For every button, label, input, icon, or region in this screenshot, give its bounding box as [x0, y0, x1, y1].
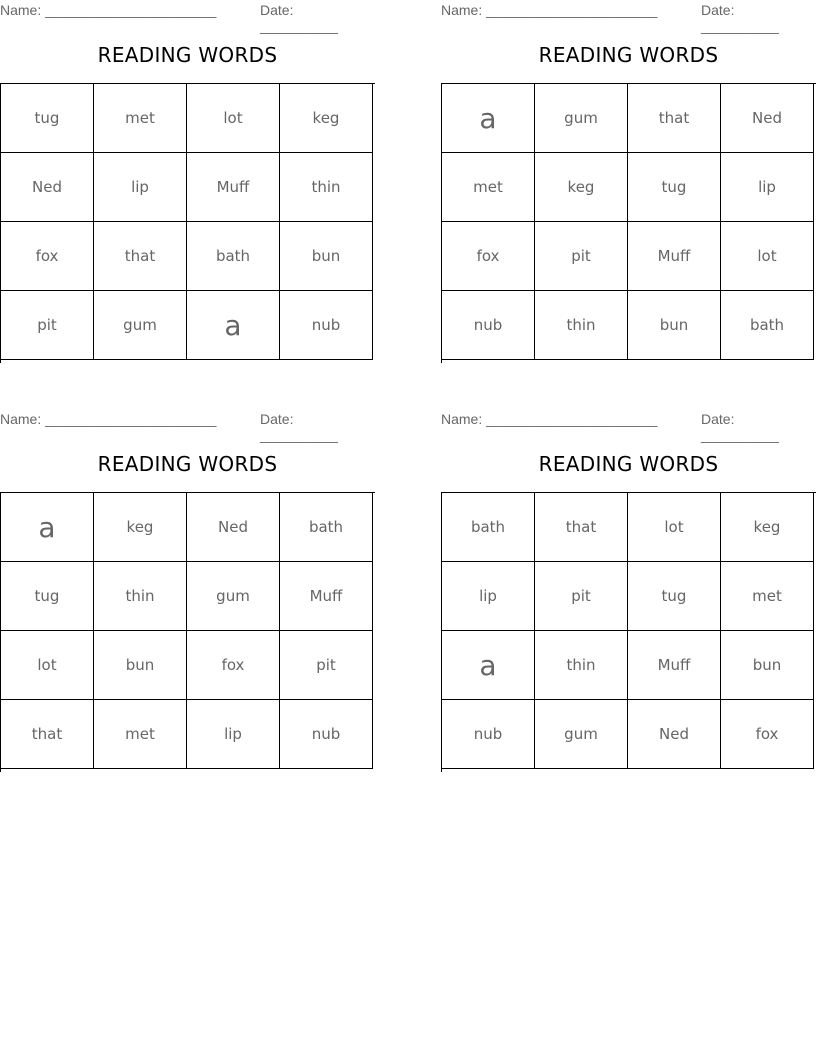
word-cell: gum [94, 291, 187, 360]
word-cell: pit [1, 291, 94, 360]
card-header [441, 411, 816, 443]
name-line: Name: ______________________ [441, 411, 658, 427]
word-cell: Muff [628, 631, 721, 700]
word-cell: Muff [187, 153, 280, 222]
word-cell: nub [280, 291, 373, 360]
word-cell: nub [442, 291, 535, 360]
word-cell: fox [1, 222, 94, 291]
word-cell: bun [280, 222, 373, 291]
word-cell: lip [442, 562, 535, 631]
name-line: Name: ______________________ [0, 2, 217, 18]
word-cell: lot [187, 84, 280, 153]
word-cell: gum [535, 700, 628, 769]
word-cell: lip [187, 700, 280, 769]
word-cell: thin [535, 631, 628, 700]
word-cell: that [535, 493, 628, 562]
word-cell: that [628, 84, 721, 153]
word-grid [441, 492, 816, 772]
word-cell: tug [628, 153, 721, 222]
bingo-card [441, 409, 816, 774]
word-grid [0, 83, 375, 363]
card-header [0, 411, 375, 443]
word-cell: thin [280, 153, 373, 222]
word-cell: pit [535, 562, 628, 631]
word-cell: met [721, 562, 814, 631]
word-cell: met [442, 153, 535, 222]
word-cell: keg [94, 493, 187, 562]
word-cell: keg [280, 84, 373, 153]
card-title: READING WORDS [538, 43, 719, 67]
word-cell: bath [442, 493, 535, 562]
word-cell: fox [442, 222, 535, 291]
name-line: Name: ______________________ [441, 2, 658, 18]
word-cell: a [1, 493, 94, 562]
word-cell: thin [535, 291, 628, 360]
word-cell: a [442, 631, 535, 700]
word-cell: lip [721, 153, 814, 222]
word-cell: gum [187, 562, 280, 631]
word-cell: fox [721, 700, 814, 769]
word-cell: bun [721, 631, 814, 700]
word-cell: Ned [187, 493, 280, 562]
word-grid [0, 492, 375, 772]
word-cell: a [187, 291, 280, 360]
date-line: Date: __________ [701, 411, 779, 443]
word-cell: Muff [280, 562, 373, 631]
word-cell: that [1, 700, 94, 769]
word-cell: keg [721, 493, 814, 562]
word-cell: tug [1, 562, 94, 631]
word-cell: bun [628, 291, 721, 360]
word-cell: Muff [628, 222, 721, 291]
word-cell: lot [1, 631, 94, 700]
bingo-card [441, 0, 816, 365]
word-cell: nub [280, 700, 373, 769]
word-cell: bath [721, 291, 814, 360]
card-header [441, 2, 816, 34]
word-cell: pit [280, 631, 373, 700]
date-line: Date: __________ [260, 2, 338, 34]
word-cell: bun [94, 631, 187, 700]
date-line: Date: __________ [701, 2, 779, 34]
word-cell: that [94, 222, 187, 291]
word-cell: Ned [721, 84, 814, 153]
word-cell: thin [94, 562, 187, 631]
word-cell: nub [442, 700, 535, 769]
word-cell: met [94, 84, 187, 153]
word-grid [441, 83, 816, 363]
word-cell: met [94, 700, 187, 769]
card-title: READING WORDS [538, 452, 719, 476]
card-title: READING WORDS [97, 43, 278, 67]
word-cell: lip [94, 153, 187, 222]
word-cell: bath [280, 493, 373, 562]
date-line: Date: __________ [260, 411, 338, 443]
word-cell: keg [535, 153, 628, 222]
bingo-card [0, 409, 375, 774]
word-cell: gum [535, 84, 628, 153]
card-title: READING WORDS [97, 452, 278, 476]
word-cell: lot [721, 222, 814, 291]
word-cell: Ned [1, 153, 94, 222]
bingo-card [0, 0, 375, 365]
word-cell: tug [628, 562, 721, 631]
word-cell: fox [187, 631, 280, 700]
word-cell: pit [535, 222, 628, 291]
word-cell: tug [1, 84, 94, 153]
word-cell: lot [628, 493, 721, 562]
word-cell: a [442, 84, 535, 153]
word-cell: bath [187, 222, 280, 291]
name-line: Name: ______________________ [0, 411, 217, 427]
word-cell: Ned [628, 700, 721, 769]
card-header [0, 2, 375, 34]
